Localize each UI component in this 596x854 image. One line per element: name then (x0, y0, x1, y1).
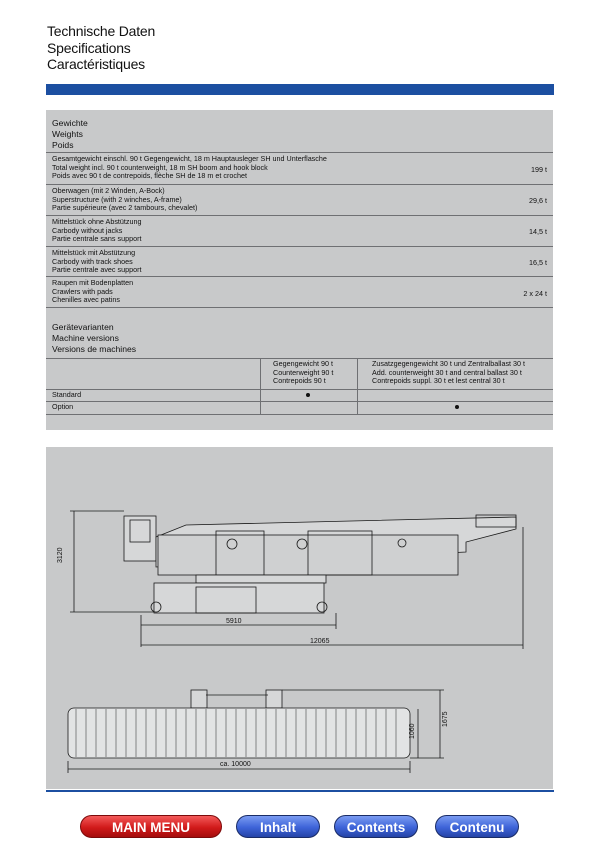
page-title-fr: Caractéristiques (47, 56, 145, 72)
dim-label-height: 3120 (57, 547, 64, 563)
carbody (154, 583, 324, 613)
row-divider (46, 184, 553, 185)
crane-cab (124, 516, 156, 561)
crane-dimension-drawing (46, 447, 553, 789)
weight-row-superstructure: Oberwagen (mit 2 Winden, A-Bock) Superstructure (with 2 winches, A-frame) Partie supérieure (avec 2 tambours, chevalet) (52, 186, 198, 213)
row-divider (46, 414, 553, 415)
footer-blue-line (46, 790, 554, 792)
row-divider (46, 307, 553, 308)
weights-header: Gewichte Weights Poids (52, 118, 88, 150)
page-title-block (47, 23, 155, 73)
versions-header: Gerätevarianten Machine versions Versions de machines (52, 322, 137, 354)
dim-label-track-length: ca. 10000 (220, 761, 251, 768)
weight-value-crawlers: 2 x 24 t (523, 289, 547, 298)
dim-label-track-height: 1060 (409, 723, 416, 739)
turntable (196, 575, 326, 583)
version-column-additional: Zusatzgegengewicht 30 t und Zentralballast 30 t Add. counterweight 30 t and central ballast 30 t Contrepoids suppl. 30 t et lest central 30 t (372, 359, 526, 386)
weight-value-superstructure: 29,6 t (529, 196, 547, 205)
inhalt-button[interactable]: Inhalt (236, 815, 320, 838)
track-cylinder-right (266, 690, 282, 708)
column-divider (260, 358, 261, 414)
row-divider (46, 389, 553, 390)
weight-value-carbody-no-jacks: 14,5 t (529, 227, 547, 236)
crawler-track (68, 708, 410, 758)
weight-row-carbody-shoes: Mittelstück mit Abstützung Carbody with track shoes Partie centrale avec support (52, 248, 142, 275)
standard-marker-dot (306, 393, 310, 397)
page-title-en: Specifications (47, 39, 131, 56)
version-row-option: Option (52, 402, 74, 411)
weight-row-total: Gesamtgewicht einschl. 90 t Gegengewicht, 18 m Hauptausleger SH und Unterflasche Total weight incl. 90 t counterweight, 18 m SH boom and hook block Poids avec 90 t de contrepoids, flèche SH de 18 m et crochet (52, 154, 327, 181)
row-divider (46, 152, 553, 153)
header-blue-bar (46, 84, 554, 95)
row-divider (46, 401, 553, 402)
specifications-table (46, 110, 553, 430)
option-marker-dot (455, 405, 459, 409)
crane-drawing-svg (46, 447, 553, 789)
dim-label-track-height-total: 1675 (442, 711, 449, 727)
version-column-90t: Gegengewicht 90 t Counterweight 90 t Contrepoids 90 t (273, 359, 334, 386)
track-cylinder-left (191, 690, 207, 708)
row-divider (46, 276, 553, 277)
row-divider (46, 246, 553, 247)
weight-row-crawlers: Raupen mit Bodenplatten Crawlers with pads Chenilles avec patins (52, 278, 134, 305)
contents-button[interactable]: Contents (334, 815, 418, 838)
row-divider (46, 215, 553, 216)
main-menu-button[interactable]: MAIN MENU (80, 815, 222, 838)
column-divider (357, 358, 358, 414)
dim-label-total-length: 12065 (310, 638, 330, 645)
contenu-button[interactable]: Contenu (435, 815, 519, 838)
dim-label-inner-length: 5910 (226, 618, 242, 625)
weight-value-carbody-shoes: 16,5 t (529, 258, 547, 267)
version-row-standard: Standard (52, 390, 82, 399)
page-title-de: Technische Daten (47, 23, 156, 39)
weight-value-total: 199 t (531, 165, 547, 174)
weight-row-carbody-no-jacks: Mittelstück ohne Abstützung Carbody without jacks Partie centrale sans support (52, 217, 142, 244)
